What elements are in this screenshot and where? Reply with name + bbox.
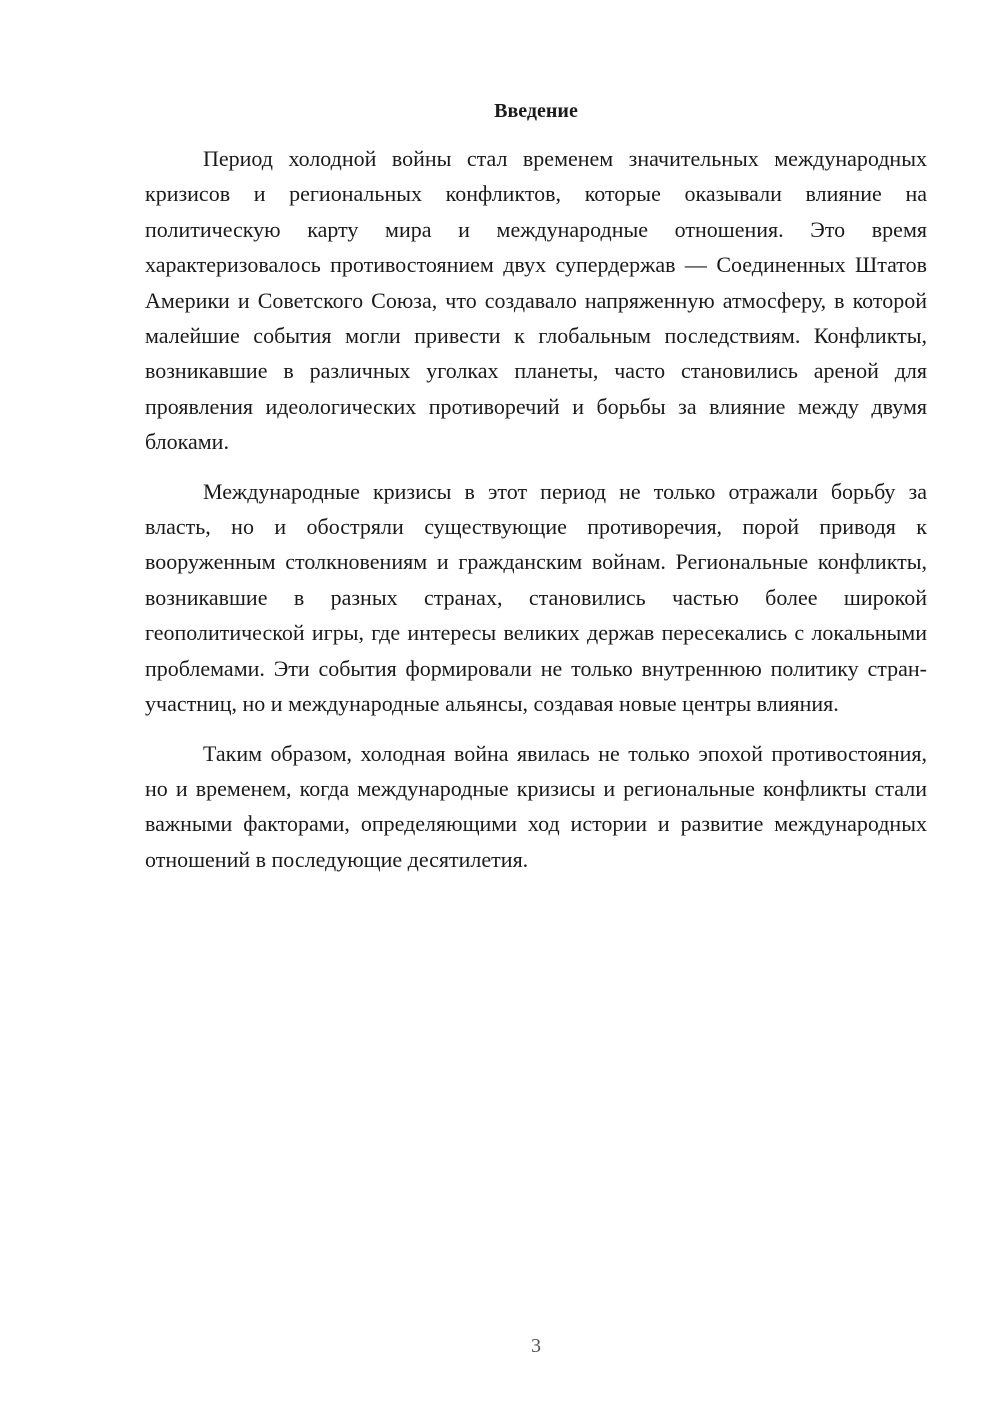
section-title: Введение [494, 100, 578, 122]
paragraph-2: Международные кризисы в этот период не только отражали борьбу за власть, но и обостряли существующие противоречия, порой приводя к вооруженным столкновениям и гражданским войнам. Региональные конфликты, возникавшие в разных странах, становились частью более широкой геополитической игры, где интересы великих держав пересекались с локальными проблемами. Эти события формировали не только внутреннюю политику стран-участниц, но и международные альянсы, создавая новые центры влияния. [145, 478, 927, 717]
paragraph-3: Таким образом, холодная война явилась не только эпохой противостояния, но и временем, когда международные кризисы и региональные конфликты стали важными факторами, определяющими ход истории и развитие международных отношений в последующие десятилетия. [145, 740, 927, 872]
paragraph-1: Период холодной войны стал временем значительных международных кризисов и региональных конфликтов, которые оказывали влияние на политическую карту мира и международные отношения. Это время характеризовалось противостоянием двух супердержав — Соединенных Штатов Америки и Советского Союза, что создавало напряженную атмосферу, в которой малейшие события могли привести к глобальным последствиям. Конфликты, возникавшие в различных уголках планеты, часто становились ареной для проявления идеологических противоречий и борьбы за влияние между двумя блоками. [145, 146, 927, 455]
body-text [145, 141, 927, 891]
page-number: 3 [531, 1335, 541, 1357]
